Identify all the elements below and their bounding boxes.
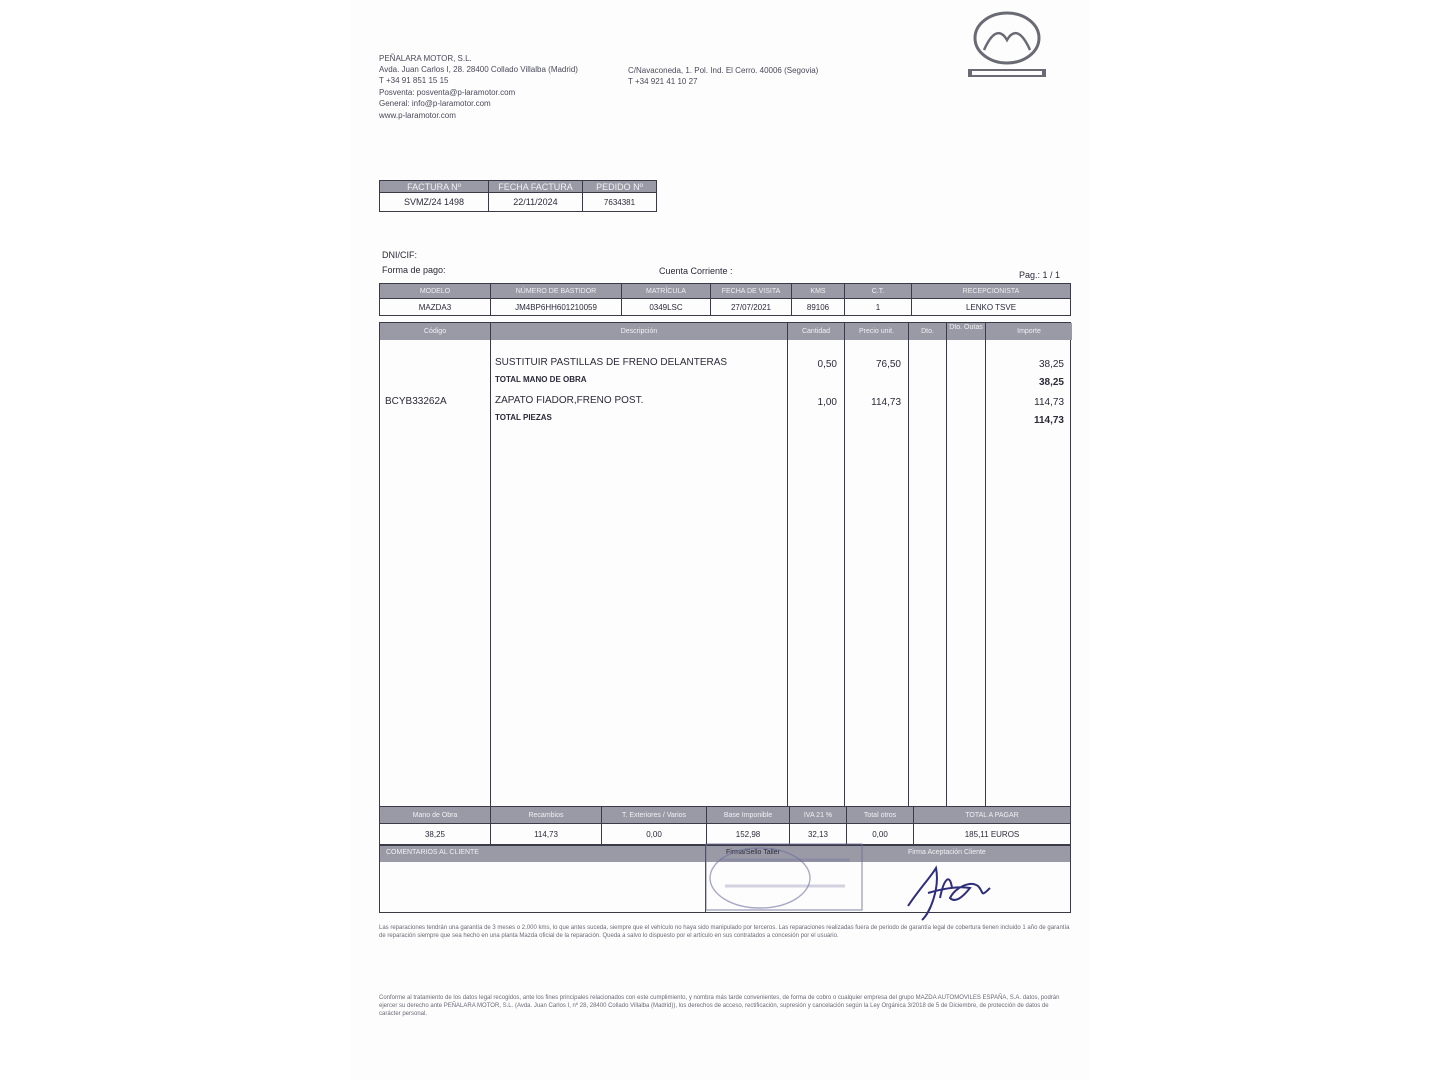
total-external: 0,00 [602, 824, 707, 845]
col-price-header: Precio unit. [845, 323, 908, 340]
total-other-header: Total otros [847, 807, 914, 824]
warranty-text: Las reparaciones tendrán una garantía de 3 meses o 2.000 kms, lo que antes suceda, siempre que el vehículo no haya sido manipulado por terceros. Las reparaciones realizadas fuera de periodo de garantía legal de cobertura tienen incluido 1 año de garantía de reparación siempre que sea hecho en una planta Mazda oficial de la reparación. Queda a salvo lo dispuesto por el artículo en sus contratados a concesión por el usuario. [379, 925, 1070, 939]
vehicle-vin: JM4BP6HH601210059 [491, 299, 622, 316]
company-phone: T +34 91 851 15 15 [379, 76, 449, 85]
line-3-description: ZAPATO FIADOR,FRENO POST. [495, 395, 644, 406]
total-base: 152,98 [707, 824, 790, 845]
comments-header: COMENTARIOS AL CLIENTE [386, 849, 479, 856]
invoice-id-table [379, 180, 657, 212]
vehicle-receptionist: LENKO TSVE [912, 299, 1071, 316]
total-vat: 32,13 [790, 824, 847, 845]
line-3-price: 114,73 [871, 397, 901, 408]
company-stamp-icon [700, 838, 870, 918]
vehicle-receptionist-header: RECEPCIONISTA [912, 284, 1071, 299]
account-label: Cuenta Corriente : [659, 266, 733, 276]
company-address: Avda. Juan Carlos I, 28. 28400 Collado Villalba (Madrid) [379, 65, 578, 74]
line-3-qty: 1,00 [817, 397, 837, 408]
vehicle-vin-header: NÚMERO DE BASTIDOR [491, 284, 622, 299]
branch-phone: T +34 921 41 10 27 [628, 77, 698, 86]
invoice-order-header: PEDIDO Nº [583, 181, 657, 193]
col-qty-header: Cantidad [788, 323, 844, 340]
total-external-header: T. Exteriores / Varios [602, 807, 707, 824]
vehicle-plate-header: MATRÍCULA [622, 284, 711, 299]
col-amount-header: Importe [986, 323, 1072, 340]
col-description-header: Descripción [491, 323, 787, 340]
invoice-number: SVMZ/24 1498 [380, 193, 489, 212]
total-vat-header: IVA 21 % [790, 807, 847, 824]
company-website: www.p-laramotor.com [379, 111, 456, 120]
invoice-date: 22/11/2024 [489, 193, 583, 212]
line-4-amount: 114,73 [1033, 415, 1064, 426]
page-number: Pag.: 1 / 1 [1019, 270, 1061, 280]
vehicle-model: MAZDA3 [380, 299, 491, 316]
total-pay-header: TOTAL A PAGAR [914, 807, 1071, 824]
line-2-description: TOTAL MANO DE OBRA [495, 375, 587, 384]
company-email-postventa: Posventa: posventa@p-laramotor.com [379, 88, 516, 97]
invoice-number-header: FACTURA Nº [380, 181, 489, 193]
company-name: PEÑALARA MOTOR, S.L. [379, 54, 472, 63]
col-code-header: Código [380, 323, 490, 340]
col-discount2-header: Dto. Outas [947, 323, 985, 340]
vehicle-ct: 1 [845, 299, 912, 316]
total-parts-header: Recambios [491, 807, 602, 824]
line-1-description: SUSTITUIR PASTILLAS DE FRENO DELANTERAS [495, 357, 728, 368]
total-labor: 38,25 [380, 824, 491, 845]
vehicle-plate: 0349LSC [622, 299, 711, 316]
vehicle-visit-header: FECHA DE VISITA [711, 284, 792, 299]
mazda-logo [966, 10, 1048, 82]
line-1-price: 76,50 [875, 359, 901, 370]
payment-label: Forma de pago: [382, 265, 446, 275]
line-1-amount: 38,25 [1038, 359, 1064, 370]
total-base-header: Base Imponible [707, 807, 790, 824]
col-discount-header: Dto. [909, 323, 946, 340]
line-3-amount: 114,73 [1034, 397, 1064, 408]
line-1-qty: 0,50 [817, 359, 837, 370]
total-parts: 114,73 [491, 824, 602, 845]
company-email-general: General: info@p-laramotor.com [379, 99, 491, 108]
line-4-description: TOTAL PIEZAS [495, 413, 552, 422]
vehicle-table [379, 283, 1071, 316]
total-to-pay: 185,11 EUROS [914, 824, 1071, 845]
vehicle-model-header: MODELO [380, 284, 491, 299]
invoice-order: 7634381 [583, 193, 657, 212]
total-labor-header: Mano de Obra [380, 807, 491, 824]
stamp-label: Firma/Sello Taller [726, 849, 780, 856]
privacy-text: Conforme al tratamiento de los datos legal recogidos, ante los fines principales relacionados con este cumplimiento, y nombra más tarde convenientes, de forma de cobro o cualquier empresa del grupo MAZDA AUTOMOVILES ESPAÑA, S.A. datos, podrán ejercer su derecho ante PEÑALARA MOTOR, S.L. (Avda. Juan Carlos I, nº 28, 28400 Collado Villalba (Madrid)), los derechos de acceso, rectificación, supresión y cancelación según la Ley Orgánica 3/2018 de 5 de Diciembre, de protección de datos de carácter personal. [379, 995, 1060, 1017]
line-2-amount: 38,25 [1038, 377, 1064, 388]
line-3-code: BCYB33262A [385, 396, 447, 407]
client-signature-icon [900, 858, 1010, 928]
mazda-emblem-icon [966, 10, 1048, 82]
vehicle-visit-date: 27/07/2021 [711, 299, 792, 316]
invoice-date-header: FECHA FACTURA [489, 181, 583, 193]
branch-address: C/Navaconeda, 1. Pol. Ind. El Cerro. 40006 (Segovia) [628, 66, 819, 75]
dni-label: DNI/CIF: [382, 250, 417, 260]
vehicle-kms-header: KMS [792, 284, 845, 299]
vehicle-kms: 89106 [792, 299, 845, 316]
total-other: 0,00 [847, 824, 914, 845]
signature-label: Firma Aceptación Cliente [908, 849, 986, 856]
vehicle-ct-header: C.T. [845, 284, 912, 299]
